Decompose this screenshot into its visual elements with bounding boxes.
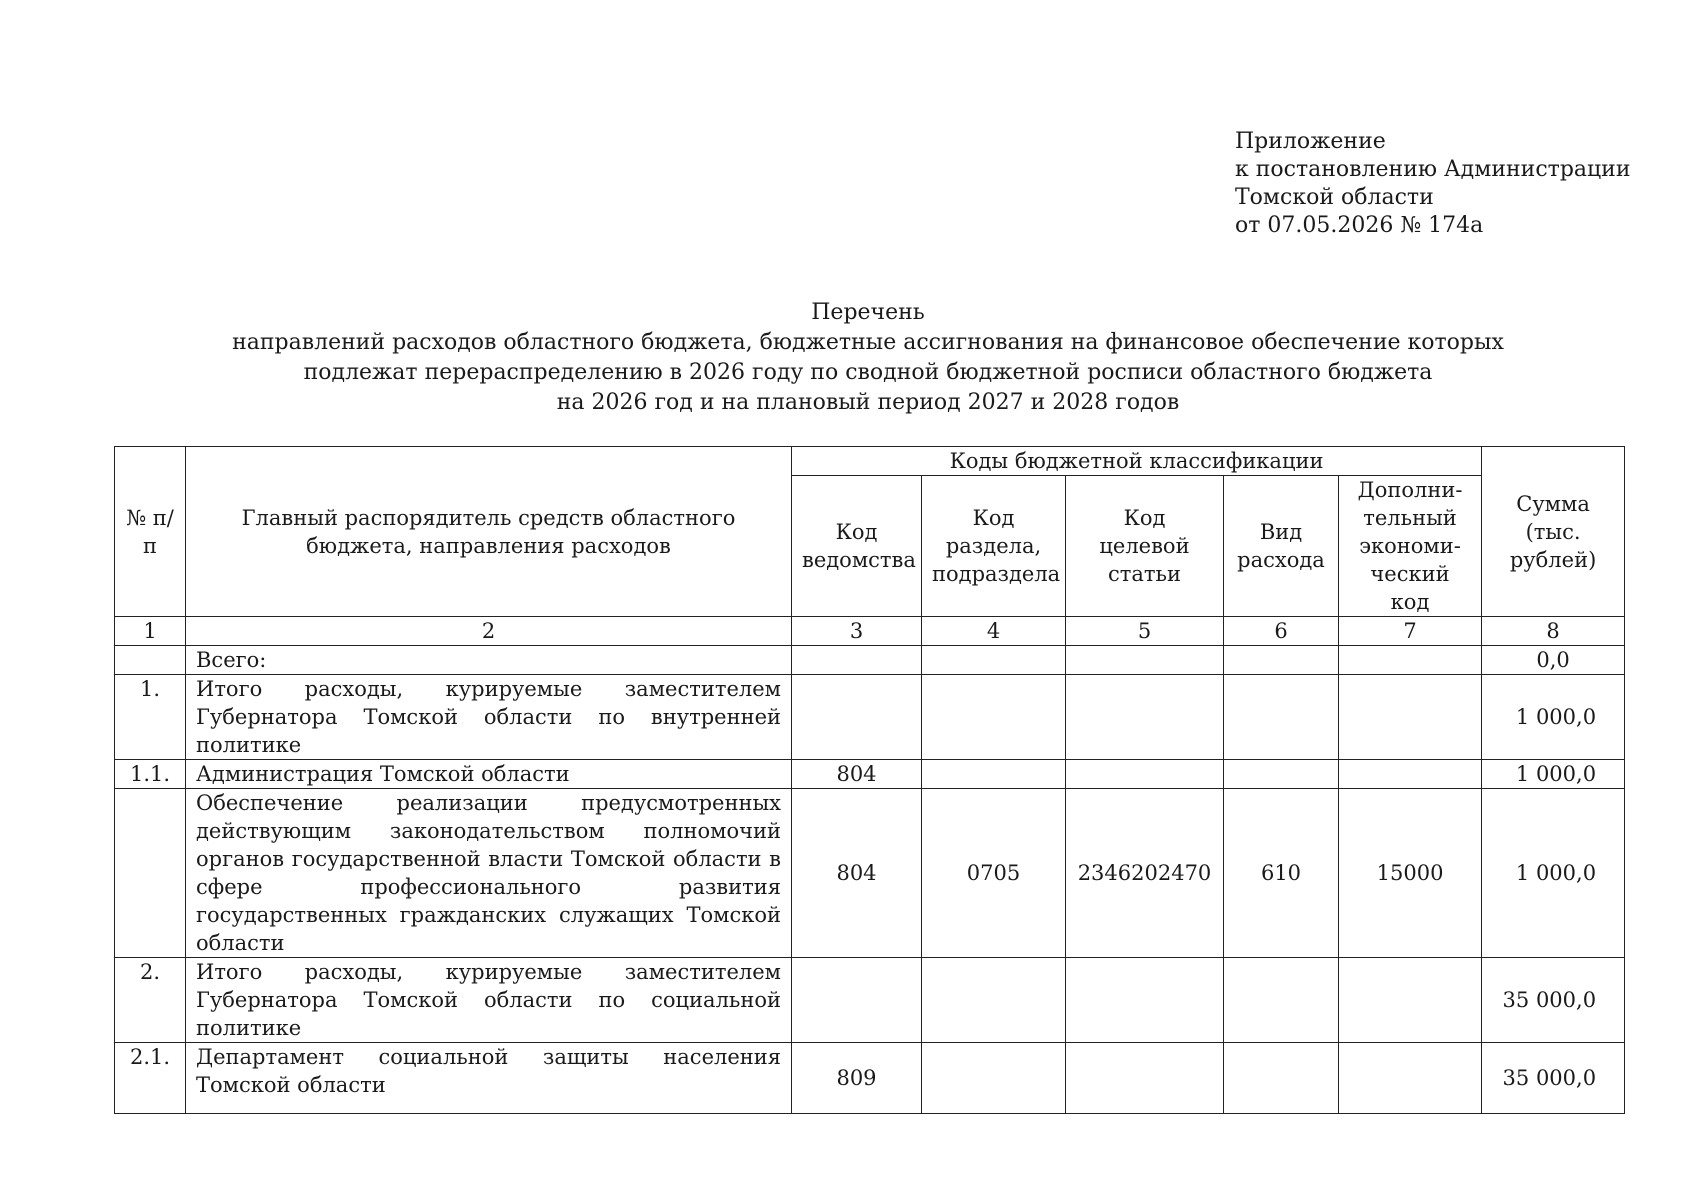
- appendix-block: [1235, 128, 1631, 240]
- title-line: Перечень: [811, 300, 925, 325]
- cell-section: [922, 760, 1066, 789]
- cell-dept: 804: [792, 789, 922, 958]
- cell-type: [1224, 760, 1339, 789]
- cell-target: [1066, 958, 1224, 1043]
- cell-num: [115, 789, 186, 958]
- col-number: 5: [1066, 617, 1224, 646]
- title-line: направлений расходов областного бюджета, бюджетные ассигнования на финансовое обеспечение которых: [232, 330, 1504, 355]
- cell-sum: 35 000,0: [1482, 1043, 1625, 1114]
- cell-num: 2.1.: [115, 1043, 186, 1114]
- appendix-line: к постановлению Администрации: [1235, 157, 1631, 182]
- cell-num: 1.: [115, 675, 186, 760]
- header-target-code: Код целевой статьи: [1066, 476, 1224, 617]
- col-number: 6: [1224, 617, 1339, 646]
- table-row: [115, 675, 1625, 760]
- table-row: [115, 789, 1625, 958]
- header-name: Главный распорядитель средств областного бюджета, направления расходов: [186, 447, 792, 617]
- header-codes-group: Коды бюджетной классификации: [792, 447, 1482, 476]
- cell-dept: [792, 646, 922, 675]
- col-number: 8: [1482, 617, 1625, 646]
- col-number: 2: [186, 617, 792, 646]
- table-row: [115, 760, 1625, 789]
- cell-target: [1066, 675, 1224, 760]
- cell-num: 2.: [115, 958, 186, 1043]
- cell-type: [1224, 958, 1339, 1043]
- cell-section: [922, 958, 1066, 1043]
- cell-num: 1.1.: [115, 760, 186, 789]
- title-line: подлежат перераспределению в 2026 году по сводной бюджетной росписи областного бюджета: [303, 360, 1433, 385]
- document-title: [0, 298, 1698, 418]
- col-number: 4: [922, 617, 1066, 646]
- cell-num: [115, 646, 186, 675]
- column-numbers-row: [115, 617, 1625, 646]
- cell-sum: 1 000,0: [1482, 675, 1625, 760]
- header-dept-code: Код ведомства: [792, 476, 922, 617]
- cell-dept: 809: [792, 1043, 922, 1114]
- header-row: [115, 447, 1625, 476]
- cell-target: [1066, 760, 1224, 789]
- title-line: на 2026 год и на плановый период 2027 и 2028 годов: [556, 390, 1180, 415]
- cell-type: [1224, 1043, 1339, 1114]
- header-econ-code: Дополни-тельный экономи-ческий код: [1339, 476, 1482, 617]
- appendix-line: от 07.05.2026 № 174а: [1235, 213, 1484, 238]
- cell-econ: [1339, 646, 1482, 675]
- cell-dept: 804: [792, 760, 922, 789]
- appendix-line: Томской области: [1235, 185, 1434, 210]
- cell-target: [1066, 646, 1224, 675]
- col-number: 3: [792, 617, 922, 646]
- cell-target: [1066, 1043, 1224, 1114]
- header-num: № п/п: [115, 447, 186, 617]
- cell-econ: [1339, 760, 1482, 789]
- cell-section: 0705: [922, 789, 1066, 958]
- cell-type: 610: [1224, 789, 1339, 958]
- cell-name: Всего:: [186, 646, 792, 675]
- cell-sum: 1 000,0: [1482, 760, 1625, 789]
- budget-table: [114, 446, 1625, 1114]
- cell-target: 2346202470: [1066, 789, 1224, 958]
- cell-econ: [1339, 675, 1482, 760]
- col-number: 1: [115, 617, 186, 646]
- cell-dept: [792, 675, 922, 760]
- cell-type: [1224, 675, 1339, 760]
- cell-name: Департамент социальной защиты населения Томской области: [186, 1043, 792, 1114]
- header-sum: Сумма (тыс. рублей): [1482, 447, 1625, 617]
- cell-section: [922, 646, 1066, 675]
- header-section-code: Код раздела, подраздела: [922, 476, 1066, 617]
- cell-sum: 1 000,0: [1482, 789, 1625, 958]
- col-number: 7: [1339, 617, 1482, 646]
- cell-name: Обеспечение реализации предусмотренных действующим законодательством полномочий органов государственной власти Томской области в сфере профессионального развития государственных гражданских служащих Томской области: [186, 789, 792, 958]
- cell-econ: [1339, 1043, 1482, 1114]
- table-row: [115, 1043, 1625, 1114]
- cell-section: [922, 1043, 1066, 1114]
- cell-type: [1224, 646, 1339, 675]
- cell-dept: [792, 958, 922, 1043]
- table-row: [115, 646, 1625, 675]
- header-expense-type: Вид расхода: [1224, 476, 1339, 617]
- table-row: [115, 958, 1625, 1043]
- cell-sum: 35 000,0: [1482, 958, 1625, 1043]
- cell-econ: 15000: [1339, 789, 1482, 958]
- cell-name: Администрация Томской области: [186, 760, 792, 789]
- cell-sum: 0,0: [1482, 646, 1625, 675]
- cell-section: [922, 675, 1066, 760]
- cell-name: Итого расходы, курируемые заместителем Губернатора Томской области по социальной политике: [186, 958, 792, 1043]
- cell-name: Итого расходы, курируемые заместителем Губернатора Томской области по внутренней политике: [186, 675, 792, 760]
- cell-econ: [1339, 958, 1482, 1043]
- appendix-line: Приложение: [1235, 129, 1386, 154]
